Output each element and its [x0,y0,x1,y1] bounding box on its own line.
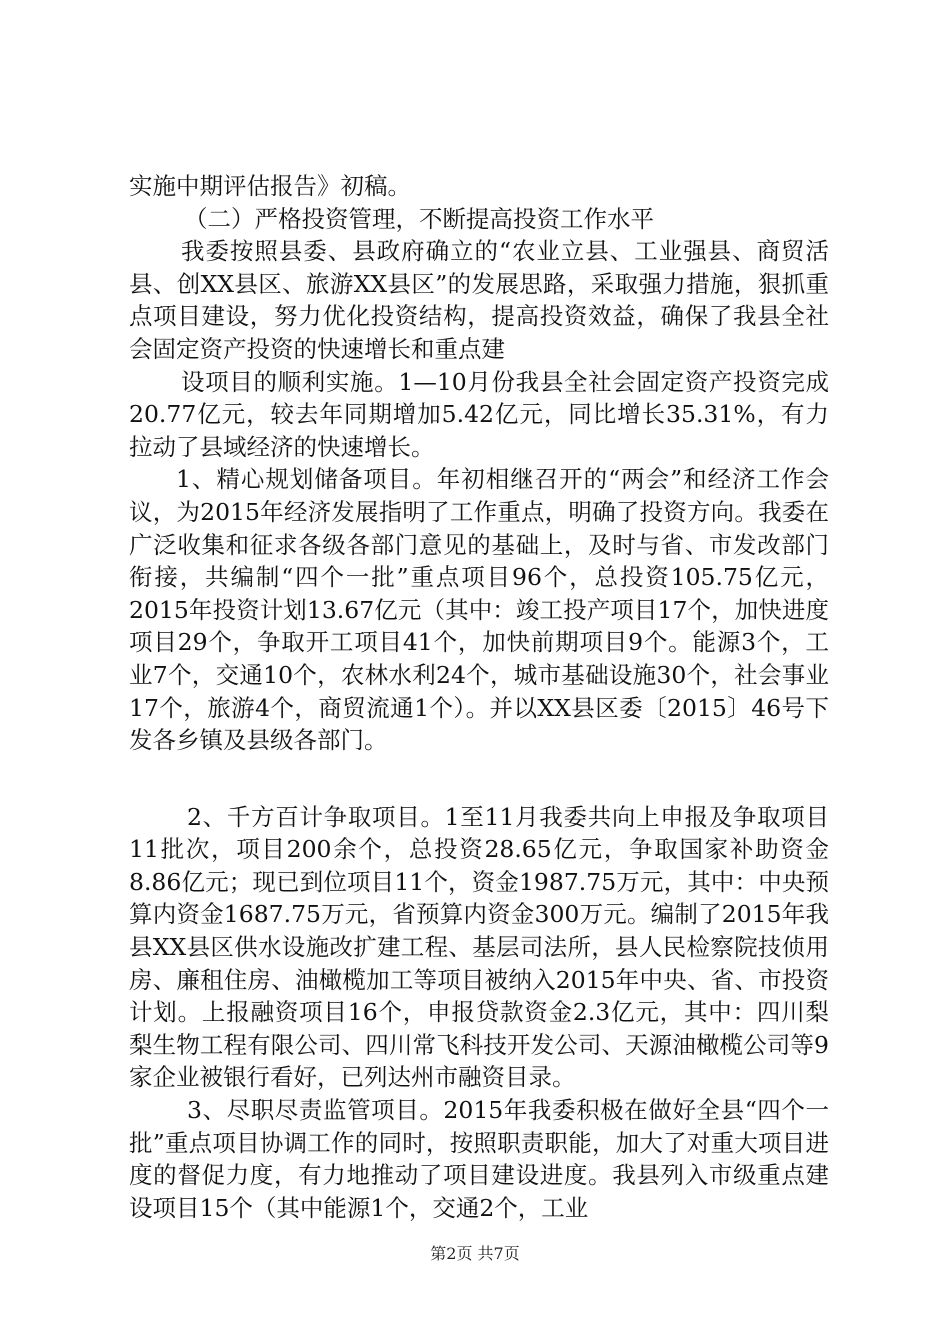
paragraph: 设项目的顺利实施。1—10月份我县全社会固定资产投资完成20.77亿元，较去年同期增加5.42亿元，同比增长35.31%，有力拉动了县域经济的快速增长。 [129,367,829,461]
document-body [129,170,829,1224]
paragraph: 我委按照县委、县政府确立的“农业立县、工业强县、商贸活县、创XX县区、旅游XX县区”的发展思路，采取强力措施，狠抓重点项目建设，努力优化投资结构，提高投资效益，确保了我县全社会固定资产投资的快速增长和重点建 [129,237,829,363]
paragraph-item-2: 2、千方百计争取项目。1至11月我委共向上申报及争取项目11批次，项目200余个，总投资28.65亿元，争取国家补助资金8.86亿元；现已到位项目11个，资金1987.75万元，其中：中央预算内资金1687.75万元，省预算内资金300万元。编制了2015年我县XX县区供水设施改扩建工程、基层司法所，县人民检察院技侦用房、廉租住房、油橄榄加工等项目被纳入2015年中央、省、市投资计划。上报融资项目16个，申报贷款资金2.3亿元，其中：四川梨梨生物工程有限公司、四川常飞科技开发公司、天源油橄榄公司等9家企业被银行看好，已列达州市融资目录。 [129,802,829,1092]
paragraph-continuation: 实施中期评估报告》初稿。 [129,172,411,200]
section-heading: （二）严格投资管理，不断提高投资工作水平 [184,204,654,233]
page-footer: 第2页 共7页 [430,1244,520,1263]
paragraph-gap [129,757,829,801]
paragraph-item-3: 3、尽职尽责监管项目。2015年我委积极在做好全县“四个一批”重点项目协调工作的同时，按照职责职能，加大了对重大项目进度的督促力度，有力地推动了项目建设进度。我县列入市级重点建设项目15个（其中能源1个，交通2个，工业 [129,1096,829,1222]
paragraph-item-1: 1、精心规划储备项目。年初相继召开的“两会”和经济工作会议，为2015年经济发展指明了工作重点，明确了投资方向。我委在广泛收集和征求各级各部门意见的基础上，及时与省、市发改部门衔接，共编制“四个一批”重点项目96个，总投资105.75亿元，2015年投资计划13.67亿元（其中：竣工投产项目17个，加快进度项目29个，争取开工项目41个，加快前期项目9个。能源3个，工业7个，交通10个，农林水利24个，城市基础设施30个，社会事业17个，旅游4个，商贸流通1个）。并以XX县区委〔2015〕46号下发各乡镇及县级各部门。 [129,465,829,755]
